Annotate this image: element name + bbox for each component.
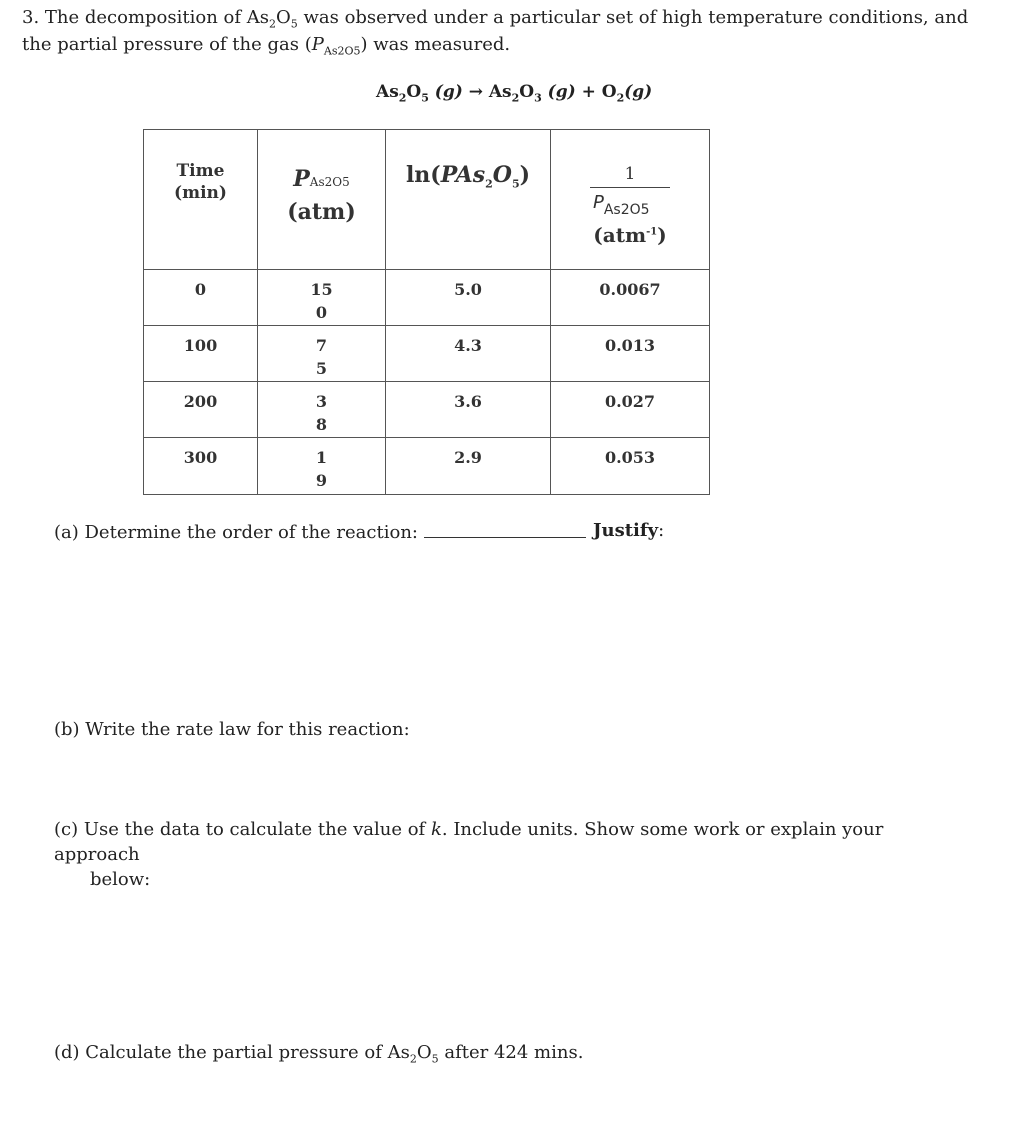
reaction-equation: $As_2O_5$ $(g) \to As_2O_3$ $(g) + O_2(g)$: [376, 82, 653, 105]
table-row: 200 3 8 3.6 0.027: [144, 382, 710, 438]
fraction-bar: [590, 187, 670, 188]
header-ln-pressure: $\ln(PAs_2O_5)$: [386, 130, 551, 270]
part-a-prompt: (a) Determine the order of the reaction:: [54, 520, 586, 545]
part-b-prompt: (b) Write the rate law for this reaction:: [54, 719, 410, 740]
table-row: 100 7 5 4.3 0.013: [144, 326, 710, 382]
part-d-prompt: (d) Calculate the partial pressure of $As_2O_5$ after 424 mins.: [54, 1042, 584, 1066]
answer-blank[interactable]: [424, 523, 586, 538]
header-inverse-pressure: 1 $P_{As2O5}$ (atm$^{-1}$): [551, 130, 710, 270]
table-row: 0 15 0 5.0 0.0067: [144, 270, 710, 326]
part-c-prompt: (c) Use the data to calculate the value of k. Include units. Show some work or explain your approach below:: [54, 819, 884, 890]
header-pressure: PAs2O5 (atm): [258, 130, 386, 270]
data-table: [143, 129, 710, 495]
part-a-justify: Justify:: [593, 520, 665, 541]
question-intro: 3. The decomposition of $As_2O_5$ was observed under a particular set of high temperature conditions, and the partial pressure of the gas $(P_{As2O5})$ was measured.: [22, 7, 969, 58]
reaction-arrow: →: [468, 82, 483, 102]
header-time: Time (min): [144, 130, 258, 270]
table-row: 300 1 9 2.9 0.053: [144, 438, 710, 495]
